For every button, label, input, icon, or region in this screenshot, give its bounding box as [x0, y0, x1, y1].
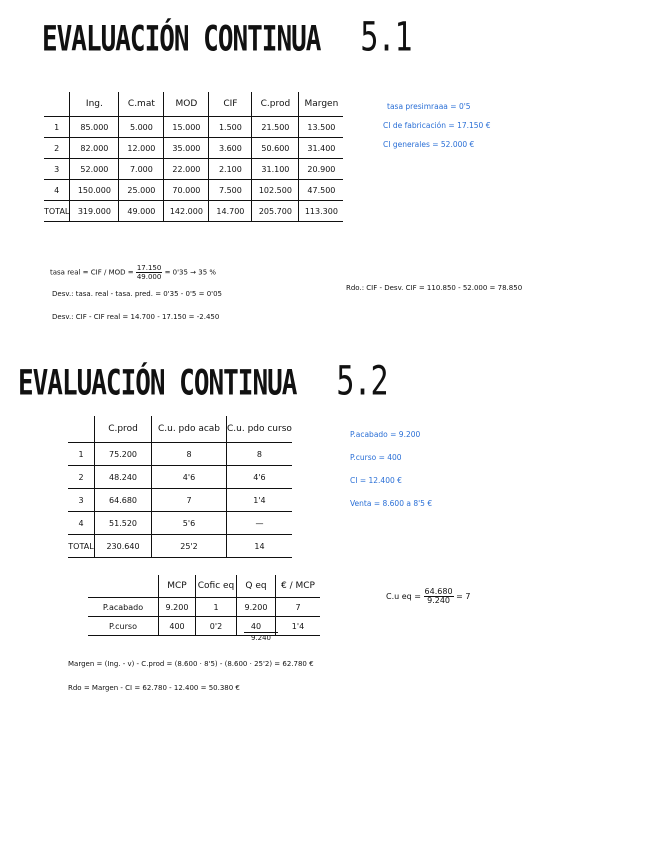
- table-row: [68, 489, 292, 512]
- table-cell: 4: [68, 512, 95, 535]
- fraction-denominator: 9.240: [427, 596, 450, 605]
- table-header-cell: Margen: [299, 92, 344, 117]
- fraction-numerator: 17.150: [136, 264, 162, 272]
- table-cell: 3: [68, 489, 95, 512]
- table-cell: 47.500: [299, 180, 344, 201]
- table-header-cell: Ing.: [70, 92, 119, 117]
- table-header-cell: CIF: [209, 92, 252, 117]
- table-row: [44, 159, 343, 180]
- section2-title-word: EVALUACIÓN CONTINUA: [18, 363, 297, 404]
- formula-cu-fraction: [424, 588, 454, 605]
- table-cell: 52.000: [70, 159, 119, 180]
- table-cell: 25.000: [119, 180, 164, 201]
- note-ci-fabricacion: CI de fabricación = 17.150 €: [383, 121, 491, 130]
- table-cell: 3.600: [209, 138, 252, 159]
- table-header-cell: C.mat: [119, 92, 164, 117]
- table-cell: 1: [44, 117, 70, 138]
- table-cell: 50.600: [252, 138, 299, 159]
- formula-margen: Margen = (Ing. - v) - C.prod = (8.600 · 8'5) - (8.600 · 25'2) = 62.780 €: [68, 660, 314, 668]
- table-cell: 31.100: [252, 159, 299, 180]
- table-header-cell: Cofic eq: [196, 575, 237, 598]
- formula-tasa-fraction: [136, 264, 163, 281]
- table-cell: 5.000: [119, 117, 164, 138]
- table-header-cell: [88, 575, 159, 598]
- table-cell: 8: [227, 443, 292, 466]
- formula-rdo-final: Rdo = Margen - CI = 62.780 - 12.400 = 50.380 €: [68, 684, 240, 692]
- table-cell: 82.000: [70, 138, 119, 159]
- table-row: [68, 512, 292, 535]
- table-cell: 4: [44, 180, 70, 201]
- table-cell: 20.900: [299, 159, 344, 180]
- section1-cost-table: [44, 92, 343, 222]
- table-cell: 25'2: [152, 535, 227, 558]
- table-header-cell: Q eq: [237, 575, 276, 598]
- table-cell: 9.200: [237, 598, 276, 617]
- table-cell: 7: [276, 598, 321, 617]
- table-header-cell: C.prod: [95, 416, 152, 443]
- table-header-cell: C.u. pdo acab: [152, 416, 227, 443]
- table-cell: 2.100: [209, 159, 252, 180]
- table-header-row: [68, 416, 292, 443]
- table-cell: 22.000: [164, 159, 209, 180]
- table-cell: 113.300: [299, 201, 344, 222]
- table-cell: 400: [159, 617, 196, 636]
- formula-cu-right: = 7: [456, 592, 471, 601]
- table-cell: 85.000: [70, 117, 119, 138]
- table-cell: 230.640: [95, 535, 152, 558]
- formula-cu-left: C.u eq =: [386, 592, 421, 601]
- table-cell: 0'2: [196, 617, 237, 636]
- table-cell: 3: [44, 159, 70, 180]
- table-header-cell: C.prod: [252, 92, 299, 117]
- table-header-cell: MOD: [164, 92, 209, 117]
- section1-title-word: EVALUACIÓN CONTINUA: [42, 19, 321, 60]
- table-row: [68, 443, 292, 466]
- note-ci: CI = 12.400 €: [350, 476, 402, 485]
- table-cell: 4'6: [152, 466, 227, 489]
- table-cell: P.curso: [88, 617, 159, 636]
- table-cell: 150.000: [70, 180, 119, 201]
- formula-tasa-left: tasa real = CIF / MOD =: [50, 268, 134, 277]
- table-header-cell: MCP: [159, 575, 196, 598]
- table-cell: 102.500: [252, 180, 299, 201]
- table-cell: 1'4: [227, 489, 292, 512]
- table-cell: 7.500: [209, 180, 252, 201]
- table-header-cell: [44, 92, 70, 117]
- table-row: [88, 617, 320, 636]
- table-cell: 13.500: [299, 117, 344, 138]
- table-cell: 14: [227, 535, 292, 558]
- table-row: [68, 466, 292, 489]
- table-cell: 64.680: [95, 489, 152, 512]
- table-header-row: [88, 575, 320, 598]
- table-cell: 1.500: [209, 117, 252, 138]
- equivalent-total: 9.240: [244, 632, 278, 642]
- table-cell: 319.000: [70, 201, 119, 222]
- table-cell: 9.200: [159, 598, 196, 617]
- table-cell: —: [227, 512, 292, 535]
- table-cell: TOTAL: [68, 535, 95, 558]
- note-p-acabado: P.acabado = 9.200: [350, 430, 421, 439]
- formula-tasa-right: = 0'35 → 35 %: [164, 268, 217, 277]
- section2-title: [18, 358, 388, 405]
- table-row: [68, 535, 292, 558]
- note-ci-generales: CI generales = 52.000 €: [383, 140, 475, 149]
- table-cell: 21.500: [252, 117, 299, 138]
- formula-cu-eq: [386, 588, 470, 605]
- section2-title-number: 5.2: [336, 358, 388, 406]
- fraction-denominator: 49.000: [136, 273, 162, 281]
- note-venta: Venta = 8.600 a 8'5 €: [350, 499, 433, 508]
- note-tasa: tasa presimraaa = 0'5: [387, 102, 471, 111]
- section2-cost-table: [68, 416, 292, 558]
- formula-tasa-real: [50, 264, 216, 281]
- table-header-row: [44, 92, 343, 117]
- table-header-cell: [68, 416, 95, 443]
- table-cell: 5'6: [152, 512, 227, 535]
- table-cell: 49.000: [119, 201, 164, 222]
- table-cell: 2: [44, 138, 70, 159]
- table-cell: TOTAL: [44, 201, 70, 222]
- table-cell: 70.000: [164, 180, 209, 201]
- formula-desv-tasa: Desv.: tasa. real - tasa. pred. = 0'35 - 0'5 = 0'05: [52, 290, 222, 298]
- table-cell: 31.400: [299, 138, 344, 159]
- table-cell: 7: [152, 489, 227, 512]
- table-cell: 1'4: [276, 617, 321, 636]
- table-cell: 51.520: [95, 512, 152, 535]
- table-cell: 40: [237, 617, 276, 636]
- table-cell: 205.700: [252, 201, 299, 222]
- table-row: [44, 180, 343, 201]
- table-cell: 15.000: [164, 117, 209, 138]
- table-cell: 1: [68, 443, 95, 466]
- table-cell: 12.000: [119, 138, 164, 159]
- fraction-numerator: 64.680: [424, 587, 453, 596]
- table-cell: 75.200: [95, 443, 152, 466]
- table-row: [88, 598, 320, 617]
- section1-notes: [383, 102, 490, 149]
- table-cell: 2: [68, 466, 95, 489]
- table-cell: 142.000: [164, 201, 209, 222]
- table-cell: P.acabado: [88, 598, 159, 617]
- section2-equivalent-table: [88, 575, 320, 636]
- table-row: [44, 201, 343, 222]
- table-cell: 48.240: [95, 466, 152, 489]
- table-row: [44, 138, 343, 159]
- formula-desv-cif: Desv.: CIF - CIF real = 14.700 - 17.150 = -2.450: [52, 313, 220, 321]
- table-row: [44, 117, 343, 138]
- table-cell: 14.700: [209, 201, 252, 222]
- table-cell: 1: [196, 598, 237, 617]
- section1-title: [42, 14, 412, 61]
- section1-title-number: 5.1: [360, 14, 412, 62]
- table-cell: 8: [152, 443, 227, 466]
- formula-rdo: Rdo.: CIF - Desv. CIF = 110.850 - 52.000 = 78.850: [346, 284, 523, 292]
- table-cell: 7.000: [119, 159, 164, 180]
- table-cell: 35.000: [164, 138, 209, 159]
- table-header-cell: € / MCP: [276, 575, 321, 598]
- table-cell: 4'6: [227, 466, 292, 489]
- table-header-cell: C.u. pdo curso: [227, 416, 292, 443]
- section2-notes: [350, 430, 432, 508]
- note-p-curso: P.curso = 400: [350, 453, 402, 462]
